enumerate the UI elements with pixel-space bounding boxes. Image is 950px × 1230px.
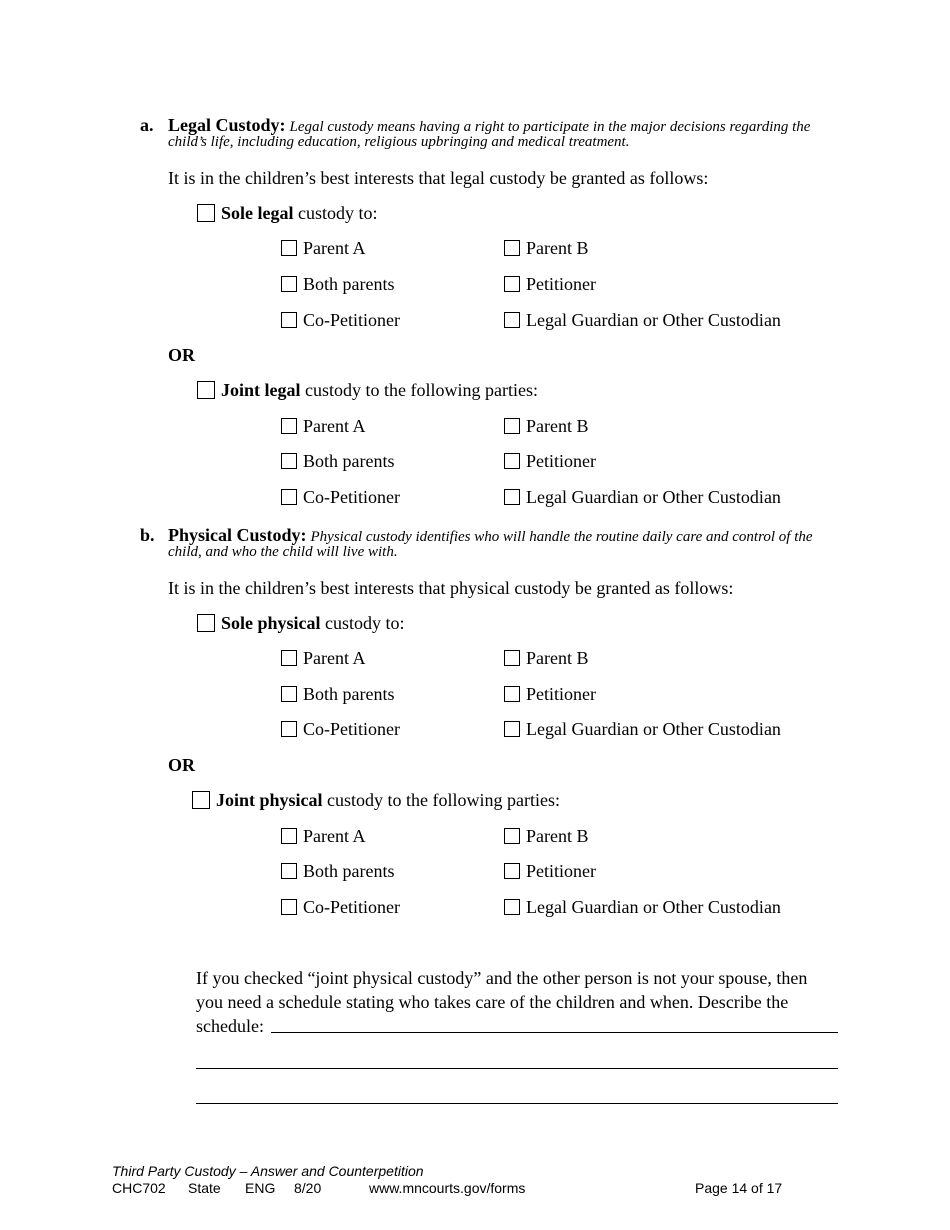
sole-physical-option[interactable] [197, 612, 405, 634]
footer-page-number: Page 14 of 17 [695, 1180, 783, 1196]
schedule-instructions-line1: If you checked “joint physical custody” and the other person is not your spouse, then [196, 968, 808, 988]
option-label: Both parents [303, 274, 395, 294]
option-label: Petitioner [526, 861, 596, 881]
checkbox[interactable] [281, 863, 297, 879]
joint-legal-label-rest: custody to the following parties: [300, 380, 538, 400]
option-label: Co-Petitioner [303, 719, 400, 739]
option-label: Parent B [526, 238, 589, 258]
checkbox[interactable] [504, 863, 520, 879]
sole-physical-label-rest: custody to: [320, 613, 405, 633]
section-a-description-line2: child’s life, including education, religious upbringing and medical treatment. [168, 134, 630, 150]
checkbox[interactable] [504, 721, 520, 737]
option-label: Parent A [303, 648, 366, 668]
sole-physical-label-bold: Sole physical [221, 613, 321, 633]
sole-physical-parent-a[interactable] [281, 647, 366, 669]
checkbox[interactable] [281, 721, 297, 737]
option-label: Petitioner [526, 274, 596, 294]
option-label: Both parents [303, 684, 395, 704]
joint-physical-label-bold: Joint physical [216, 790, 323, 810]
footer-revision: 8/20 [294, 1180, 322, 1196]
option-label: Parent B [526, 416, 589, 436]
sole-physical-petitioner[interactable] [504, 683, 596, 705]
joint-legal-parent-b[interactable] [504, 415, 589, 437]
checkbox[interactable] [504, 899, 520, 915]
joint-physical-option[interactable] [192, 789, 560, 811]
sole-legal-both-parents[interactable] [281, 273, 395, 295]
schedule-line-2[interactable] [196, 1068, 838, 1069]
section-a-or: OR [168, 345, 195, 365]
section-a-title: Legal Custody: [168, 115, 286, 135]
checkbox[interactable] [281, 650, 297, 666]
checkbox[interactable] [504, 418, 520, 434]
footer-form-title: Third Party Custody – Answer and Counterpetition [112, 1163, 424, 1179]
sole-legal-guardian[interactable] [504, 309, 781, 331]
joint-physical-guardian[interactable] [504, 896, 781, 918]
joint-physical-both-parents[interactable] [281, 860, 395, 882]
checkbox[interactable] [504, 276, 520, 292]
checkbox[interactable] [504, 489, 520, 505]
sole-legal-co-petitioner[interactable] [281, 309, 400, 331]
checkbox[interactable] [281, 453, 297, 469]
option-label: Parent B [526, 648, 589, 668]
checkbox[interactable] [281, 418, 297, 434]
footer-language: ENG [245, 1180, 276, 1196]
joint-physical-petitioner[interactable] [504, 860, 596, 882]
schedule-instructions-line2: you need a schedule stating who takes care of the children and when. Describe the [196, 992, 789, 1012]
section-b-intro: It is in the children’s best interests that physical custody be granted as follows: [168, 578, 734, 598]
sole-physical-co-petitioner[interactable] [281, 718, 400, 740]
joint-legal-checkbox[interactable] [197, 381, 215, 399]
option-label: Petitioner [526, 684, 596, 704]
section-b-letter: b. [140, 525, 155, 545]
option-label: Parent B [526, 826, 589, 846]
checkbox[interactable] [504, 650, 520, 666]
option-label: Co-Petitioner [303, 897, 400, 917]
schedule-line-1[interactable] [271, 1032, 838, 1033]
sole-physical-both-parents[interactable] [281, 683, 395, 705]
section-b-heading [168, 524, 813, 546]
section-b-description-line2: child, and who the child will live with. [168, 544, 398, 560]
section-a-description-line1: Legal custody means having a right to participate in the major decisions regarding the [289, 119, 811, 135]
checkbox[interactable] [281, 899, 297, 915]
joint-legal-parent-a[interactable] [281, 415, 366, 437]
joint-legal-option[interactable] [197, 379, 538, 401]
checkbox[interactable] [281, 240, 297, 256]
checkbox[interactable] [281, 828, 297, 844]
section-a-letter: a. [140, 115, 154, 135]
sole-legal-checkbox[interactable] [197, 204, 215, 222]
joint-physical-co-petitioner[interactable] [281, 896, 400, 918]
checkbox[interactable] [504, 828, 520, 844]
option-label: Both parents [303, 861, 395, 881]
checkbox[interactable] [281, 686, 297, 702]
option-label: Legal Guardian or Other Custodian [526, 310, 781, 330]
option-label: Petitioner [526, 451, 596, 471]
footer-url[interactable]: www.mncourts.gov/forms [369, 1180, 526, 1196]
section-b-title: Physical Custody: [168, 525, 307, 545]
checkbox[interactable] [504, 453, 520, 469]
option-label: Both parents [303, 451, 395, 471]
checkbox[interactable] [504, 686, 520, 702]
sole-physical-parent-b[interactable] [504, 647, 589, 669]
section-a-intro: It is in the children’s best interests that legal custody be granted as follows: [168, 168, 709, 188]
joint-physical-parent-a[interactable] [281, 825, 366, 847]
sole-physical-checkbox[interactable] [197, 614, 215, 632]
sole-legal-parent-b[interactable] [504, 237, 589, 259]
sole-legal-parent-a[interactable] [281, 237, 366, 259]
footer-jurisdiction: State [188, 1180, 221, 1196]
joint-legal-guardian[interactable] [504, 486, 781, 508]
checkbox[interactable] [504, 312, 520, 328]
checkbox[interactable] [281, 276, 297, 292]
sole-legal-label-rest: custody to: [293, 203, 378, 223]
joint-physical-checkbox[interactable] [192, 791, 210, 809]
sole-legal-option[interactable] [197, 202, 378, 224]
joint-legal-co-petitioner[interactable] [281, 486, 400, 508]
option-label: Co-Petitioner [303, 310, 400, 330]
section-b-description-line1: Physical custody identifies who will handle the routine daily care and control of the [310, 529, 813, 545]
option-label: Legal Guardian or Other Custodian [526, 719, 781, 739]
option-label: Parent A [303, 416, 366, 436]
footer-form-code: CHC702 [112, 1180, 166, 1196]
joint-legal-both-parents[interactable] [281, 450, 395, 472]
option-label: Co-Petitioner [303, 487, 400, 507]
option-label: Legal Guardian or Other Custodian [526, 897, 781, 917]
schedule-line-3[interactable] [196, 1103, 838, 1104]
joint-legal-petitioner[interactable] [504, 450, 596, 472]
schedule-label: schedule: [196, 1016, 264, 1036]
option-label: Parent A [303, 238, 366, 258]
checkbox[interactable] [281, 312, 297, 328]
joint-legal-label-bold: Joint legal [221, 380, 301, 400]
section-b-or: OR [168, 755, 195, 775]
option-label: Parent A [303, 826, 366, 846]
option-label: Legal Guardian or Other Custodian [526, 487, 781, 507]
sole-legal-label-bold: Sole legal [221, 203, 294, 223]
checkbox[interactable] [281, 489, 297, 505]
joint-physical-parent-b[interactable] [504, 825, 589, 847]
section-a-heading [168, 114, 810, 136]
checkbox[interactable] [504, 240, 520, 256]
joint-physical-label-rest: custody to the following parties: [322, 790, 560, 810]
sole-physical-guardian[interactable] [504, 718, 781, 740]
sole-legal-petitioner[interactable] [504, 273, 596, 295]
